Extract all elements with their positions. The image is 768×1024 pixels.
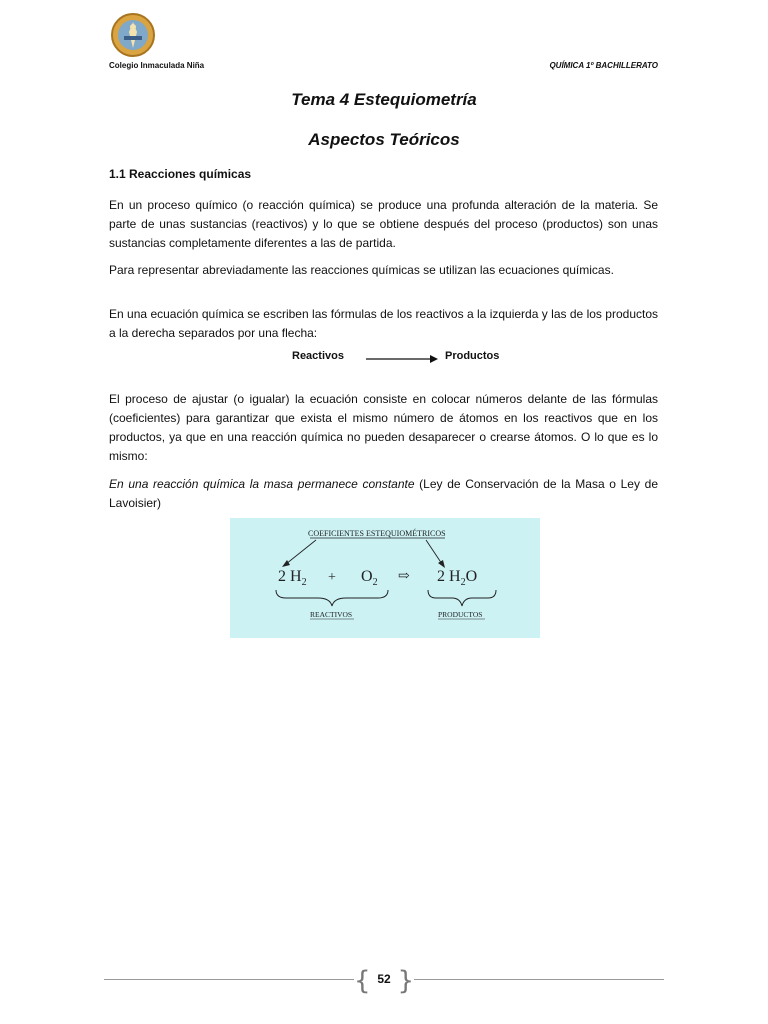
sub-h2o: 2 bbox=[460, 577, 466, 588]
coeficientes-label: COEFICIENTES ESTEQUIOMÉTRICOS bbox=[308, 529, 446, 538]
yield-arrow-icon: ⇨ bbox=[398, 569, 410, 584]
formula-o: O bbox=[361, 568, 373, 585]
lavoisier-law-note: (Ley de Conservación de la Masa o Ley de Lavoisier) bbox=[109, 477, 658, 510]
page-number: 52 bbox=[377, 972, 391, 986]
topic-title: Tema 4 Estequiometría bbox=[291, 90, 477, 109]
paragraph-2: Para representar abreviadamente las reacciones químicas se utilizan las ecuaciones químicas. bbox=[109, 263, 614, 277]
page-number-box bbox=[354, 966, 414, 994]
mass-conservation-statement: En una reacción química la masa permanece constante bbox=[109, 477, 415, 491]
footer-rule-left bbox=[104, 979, 354, 980]
paragraph-5 bbox=[109, 475, 658, 513]
course-name: QUÍMICA 1º BACHILLERATO bbox=[549, 61, 658, 70]
paragraph-1: En un proceso químico (o reacción química) se produce una profunda alteración de la materia. Se parte de unas sustancias (reactivos) y lo que se obtiene después del proceso (productos) son unas sustancias completamente diferentes a las de partida. bbox=[109, 198, 658, 250]
sub-h2: 2 bbox=[301, 577, 307, 588]
school-name: Colegio Inmaculada Niña bbox=[109, 61, 205, 70]
right-brace-icon: } bbox=[397, 966, 414, 996]
svg-text:2H2 bbox=[278, 568, 307, 588]
productos-caption: PRODUCTOS bbox=[438, 610, 483, 619]
plus-sign: + bbox=[328, 570, 336, 585]
coef-h2: 2 bbox=[278, 568, 286, 585]
productos-label: Productos bbox=[445, 350, 500, 362]
school-crest-icon bbox=[110, 12, 156, 58]
left-brace-icon: { bbox=[354, 966, 371, 996]
paragraph-3: En una ecuación química se escriben las fórmulas de los reactivos a la izquierda y las de los productos a la derecha separados por una flecha: bbox=[109, 307, 658, 340]
reactivos-label: Reactivos bbox=[292, 350, 344, 362]
coef-h2o: 2 bbox=[437, 568, 445, 585]
right-arrow-icon bbox=[366, 353, 438, 365]
reaction-scheme bbox=[290, 350, 520, 370]
stoichiometry-figure bbox=[230, 518, 540, 638]
reactivos-brace bbox=[276, 590, 388, 606]
footer-rule-right bbox=[414, 979, 664, 980]
topic-subtitle: Aspectos Teóricos bbox=[308, 130, 460, 149]
formula-h: H bbox=[290, 568, 302, 585]
reactivos-caption: REACTIVOS bbox=[310, 610, 353, 619]
formula-h-water: H bbox=[449, 568, 461, 585]
svg-text:O2 bbox=[361, 568, 378, 588]
productos-brace bbox=[428, 590, 496, 606]
section-heading: 1.1 Reacciones químicas bbox=[109, 167, 252, 181]
paragraph-4: El proceso de ajustar (o igualar) la ecuación consiste en colocar números delante de las fórmulas (coeficientes) para garantizar que exista el mismo número de átomos en los reactivos que en los productos, ya que en una reacción química no pueden desaparecer o crearse átomos. O lo que es lo mismo: bbox=[109, 392, 658, 463]
svg-text:2H2O bbox=[437, 568, 477, 588]
formula-o-water: O bbox=[465, 568, 478, 585]
sub-o2: 2 bbox=[372, 577, 378, 588]
